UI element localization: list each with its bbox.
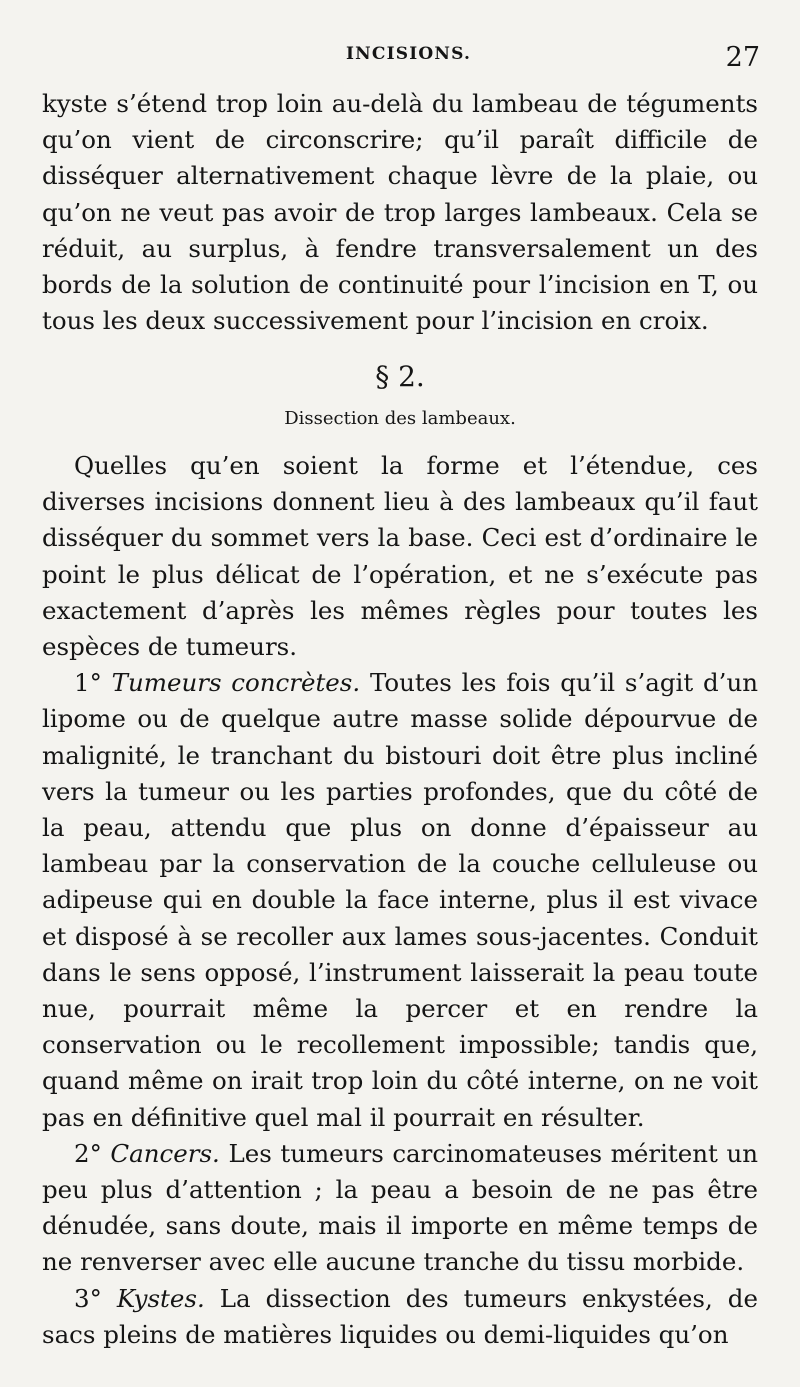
page-number: 27 bbox=[725, 42, 760, 73]
paragraph-4 bbox=[42, 1136, 758, 1281]
section-mark: § 2. bbox=[375, 360, 425, 393]
paragraph-5-body: La dissection des tumeurs enkystées, de sacs pleins de matières liquides ou demi-liquides qu’on bbox=[42, 1283, 758, 1349]
paragraph-4-number: 2° bbox=[74, 1138, 102, 1168]
paragraph-1: kyste s’étend trop loin au-delà du lambeau de téguments qu’on vient de circonscrire; qu’il paraît difficile de disséquer alternativement chaque lèvre de la plaie, ou qu’on ne veut pas avoir de trop larges lambeaux. Cela se réduit, au surplus, à fendre transversalement un des bords de la solution de continuité pour l’incision en T, ou tous les deux successivement pour l’incision en croix. bbox=[42, 89, 758, 336]
paragraph-5-lead: Kystes. bbox=[116, 1283, 205, 1313]
continued-paragraph bbox=[42, 86, 758, 339]
paragraph-3-lead: Tumeurs concrètes. bbox=[111, 668, 361, 698]
paragraph-5-number: 3° bbox=[74, 1283, 102, 1313]
paragraph-5 bbox=[42, 1281, 758, 1353]
main-text bbox=[42, 448, 758, 1353]
section-title: Dissection des lambeaux. bbox=[284, 408, 516, 429]
paragraph-3-body: Toutes les fois qu’il s’agit d’un lipome ou de quelque autre masse solide dépourvue de malignité, le tranchant du bistouri doit être plus incliné vers la tumeur ou les parties profondes, que du côté de la peau, attendu que plus on donne d’épaisseur au lambeau par la conservation de la couche celluleuse ou adipeuse qui en double la face interne, plus il est vivace et disposé à se recoller aux lames sous-jacentes. Conduit dans le sens opposé, l’instrument laisserait la peau toute nue, pourrait même la percer et en rendre la conservation ou le recollement impossible; tandis que, quand même on irait trop loin du côté interne, on ne voit pas en définitive quel mal il pourrait en résulter. bbox=[42, 668, 759, 1132]
paragraph-3 bbox=[42, 665, 758, 1136]
paragraph-2: Quelles qu’en soient la forme et l’étendue, ces diverses incisions donnent lieu à des lambeaux qu’il faut disséquer du sommet vers la base. Ceci est d’ordinaire le point le plus délicat de l’opération, et ne s’exécute pas exactement d’après les mêmes règles pour toutes les espèces de tumeurs. bbox=[42, 451, 758, 662]
paragraph-4-body: Les tumeurs carcinomateuses méritent un peu plus d’attention ; la peau a besoin de ne pas être dénudée, sans doute, mais il importe en même temps de ne renverser avec elle aucune tranche du tissu morbide. bbox=[42, 1138, 759, 1277]
running-title: INCISIONS. bbox=[346, 44, 472, 64]
paragraph-4-lead: Cancers. bbox=[110, 1138, 220, 1168]
page-header bbox=[0, 44, 800, 78]
paragraph-3-number: 1° bbox=[74, 668, 102, 698]
